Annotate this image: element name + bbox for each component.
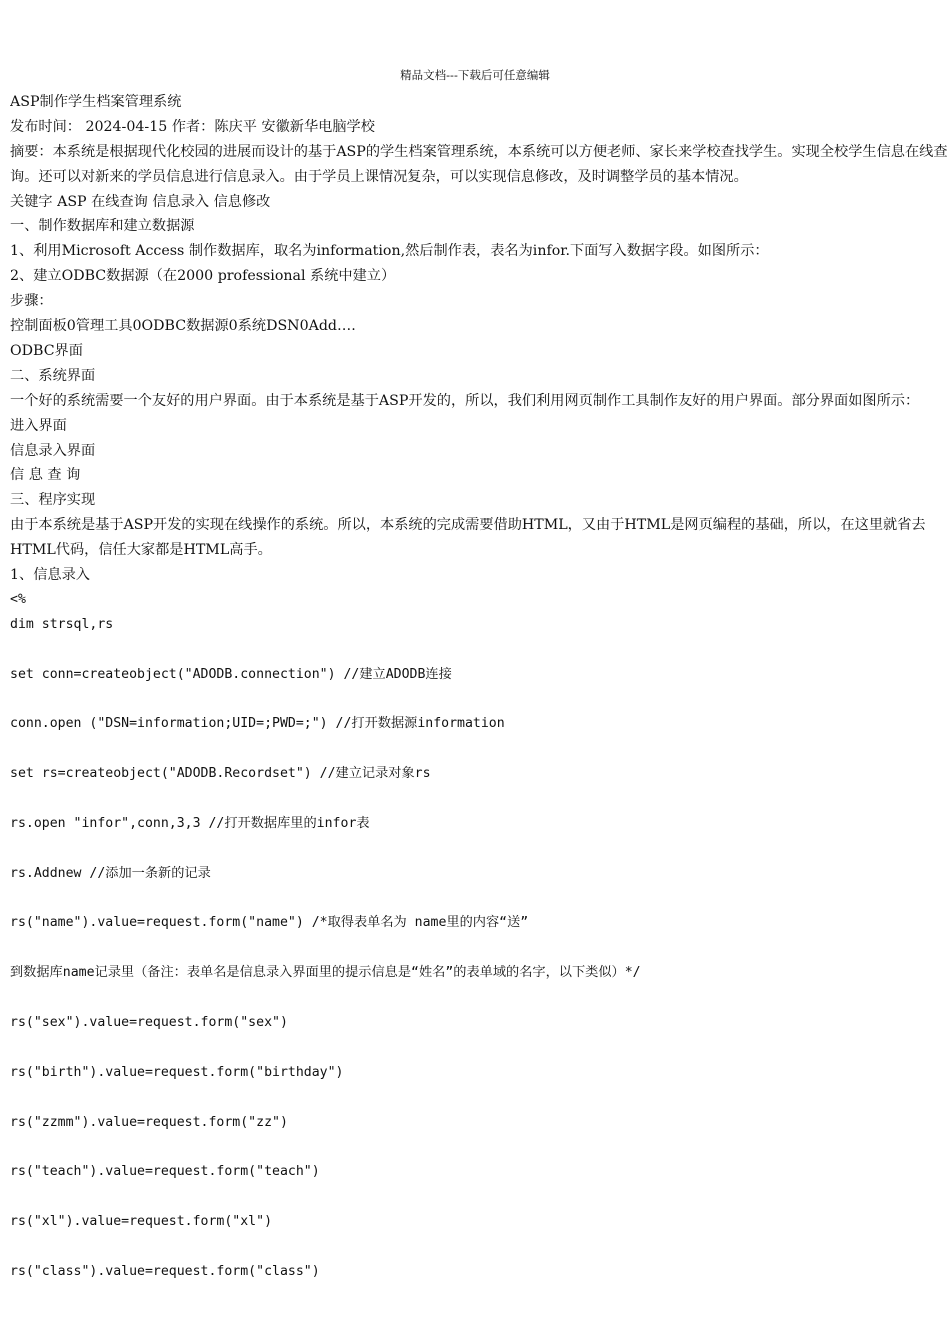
- code-spacer: [10, 1086, 950, 1111]
- code-line: rs("teach").value=request.form("teach"): [10, 1164, 320, 1180]
- code-line: rs("zzmm").value=request.form("zz"): [10, 1114, 288, 1130]
- figure-caption: 进入界面: [10, 417, 67, 434]
- code-line: rs("sex").value=request.form("sex"): [10, 1015, 288, 1031]
- figure-caption: ODBC界面: [10, 342, 83, 359]
- publish-meta: 发布时间： 2024-04-15 作者：陈庆平 安徽新华电脑学校: [10, 118, 375, 135]
- code-spacer: [10, 1235, 950, 1260]
- list-item: 1、信息录入: [10, 567, 90, 583]
- code-spacer: [10, 1036, 950, 1061]
- code-line: conn.open ("DSN=information;UID=;PWD=;") //打开数据源information: [10, 716, 505, 732]
- figure-caption: 信 息 查 询: [10, 467, 81, 484]
- code-line: 到数据库name记录里（备注：表单名是信息录入界面里的提示信息是“姓名”的表单域的名字，以下类似）*/: [10, 965, 641, 981]
- figure-caption: 信息录入界面: [10, 442, 96, 459]
- steps-label: 步骤：: [10, 293, 53, 310]
- code-spacer: [10, 638, 950, 663]
- list-item: 1、利用Microsoft Access 制作数据库，取名为information,然后制作表，表名为infor.下面写入数据字段。如图所示：: [10, 243, 769, 260]
- list-item: 2、建立ODBC数据源（在2000 professional 系统中建立）: [10, 268, 396, 285]
- code-spacer: [10, 986, 950, 1011]
- section-heading-2: 二、系统界面: [10, 367, 96, 384]
- code-line: rs.open "infor",conn,3,3 //打开数据库里的infor表: [10, 815, 370, 831]
- steps-path: 控制面板0管理工具0ODBC数据源0系统DSN0Add….: [10, 318, 356, 335]
- section-heading-1: 一、制作数据库和建立数据源: [10, 218, 195, 235]
- document-body: [10, 90, 950, 1285]
- code-line: rs("xl").value=request.form("xl"): [10, 1214, 273, 1230]
- code-spacer: [10, 936, 950, 961]
- section-3-paragraph: 由于本系统是基于ASP开发的实现在线操作的系统。所以，本系统的完成需要借助HTML，又由于HTML是网页编程的基础，所以，在这里就省去HTML代码，信任大家都是HTML高手。: [10, 517, 926, 559]
- section-heading-3: 三、程序实现: [10, 492, 96, 509]
- code-spacer: [10, 887, 950, 912]
- abstract-paragraph: 摘要：本系统是根据现代化校园的进展而设计的基于ASP的学生档案管理系统，本系统可以方便老师、家长来学校查找学生。实现全校学生信息在线查询。还可以对新来的学员信息进行信息录入。由于学员上课情况复杂，可以实现信息修改，及时调整学员的基本情况。: [10, 143, 948, 185]
- code-line: <%: [10, 591, 26, 607]
- code-line: rs("class").value=request.form("class"): [10, 1263, 320, 1279]
- code-spacer: [10, 837, 950, 862]
- code-spacer: [10, 1135, 950, 1160]
- code-spacer: [10, 737, 950, 762]
- section-2-paragraph: 一个好的系统需要一个友好的用户界面。由于本系统是基于ASP开发的，所以，我们利用网页制作工具制作友好的用户界面。部分界面如图所示：: [10, 392, 920, 409]
- keywords: 关键字 ASP 在线查询 信息录入 信息修改: [10, 193, 271, 210]
- code-spacer: [10, 1185, 950, 1210]
- page-header: 精品文档---下载后可任意编辑: [400, 68, 550, 82]
- code-line: set rs=createobject("ADODB.Recordset") //建立记录对象rs: [10, 766, 431, 782]
- document-title: ASP制作学生档案管理系统: [10, 94, 182, 110]
- code-spacer: [10, 787, 950, 812]
- code-line: rs("birth").value=request.form("birthday"): [10, 1064, 344, 1080]
- code-spacer: [10, 687, 950, 712]
- code-line: dim strsql,rs: [10, 616, 114, 632]
- code-line: rs.Addnew //添加一条新的记录: [10, 865, 211, 881]
- code-line: rs("name").value=request.form("name") /*取得表单名为 name里的内容“送”: [10, 915, 529, 931]
- code-line: set conn=createobject("ADODB.connection") //建立ADODB连接: [10, 666, 452, 682]
